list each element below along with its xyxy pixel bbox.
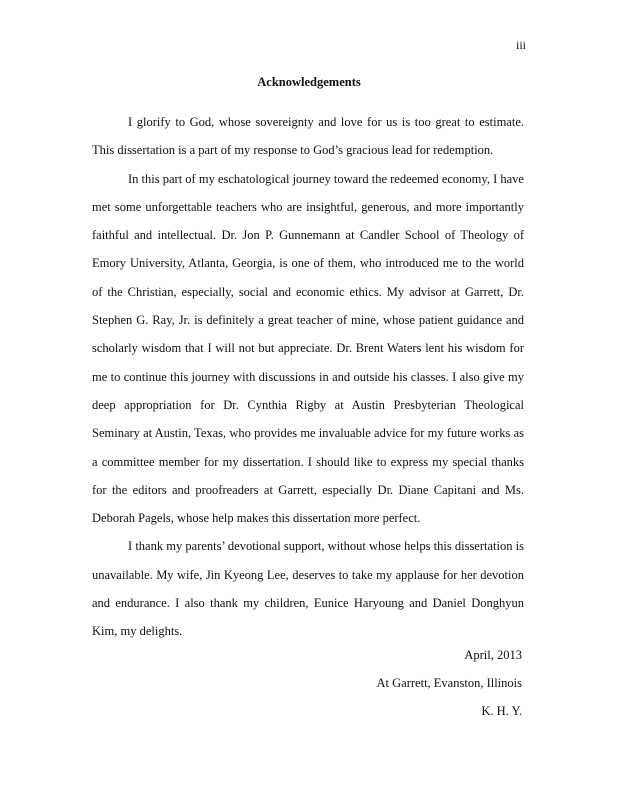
paragraph-family: I thank my parents’ devotional support, without whose helps this dissertation is unavailable. My wife, Jin Kyeong Lee, deserves to take my applause for her devotion and endurance. I also thank my children, Eunice Haryoung and Daniel Donghyun Kim, my delights. — [92, 539, 524, 639]
acknowledgements-body — [92, 108, 524, 646]
signoff-initials: K. H. Y. — [481, 704, 522, 718]
paragraph-gratitude-to-god: I glorify to God, whose sovereignty and love for us is too great to estimate. This dissertation is a part of my response to God’s gracious lead for redemption. — [92, 115, 524, 158]
paragraph-teachers: In this part of my eschatological journey toward the redeemed economy, I have met some unforgettable teachers who are insightful, generous, and more importantly faithful and intellectual. Dr. Jon P. Gunnemann at Candler School of Theology of Emory University, Atlanta, Georgia, is one of them, who introduced me to the world of the Christian, especially, social and economic ethics. My advisor at Garrett, Dr. Stephen G. Ray, Jr. is definitely a great teacher of mine, whose patient guidance and scholarly wisdom that I will not but appreciate. Dr. Brent Waters lent his wisdom for me to continue this journey with discussions in and outside his classes. I also give my deep appropriation for Dr. Cynthia Rigby at Austin Presbyterian Theological Seminary at Austin, Texas, who provides me invaluable advice for my future works as a committee member for my dissertation. I should like to express my special thanks for the editors and proofreaders at Garrett, especially Dr. Diane Capitani and Ms. Deborah Pagels, whose help makes this dissertation more perfect. — [92, 171, 524, 526]
page-title: Acknowledgements — [257, 75, 361, 89]
page-number: iii — [515, 38, 526, 52]
signoff-place: At Garrett, Evanston, Illinois — [376, 676, 522, 690]
signoff-date: April, 2013 — [464, 648, 522, 662]
